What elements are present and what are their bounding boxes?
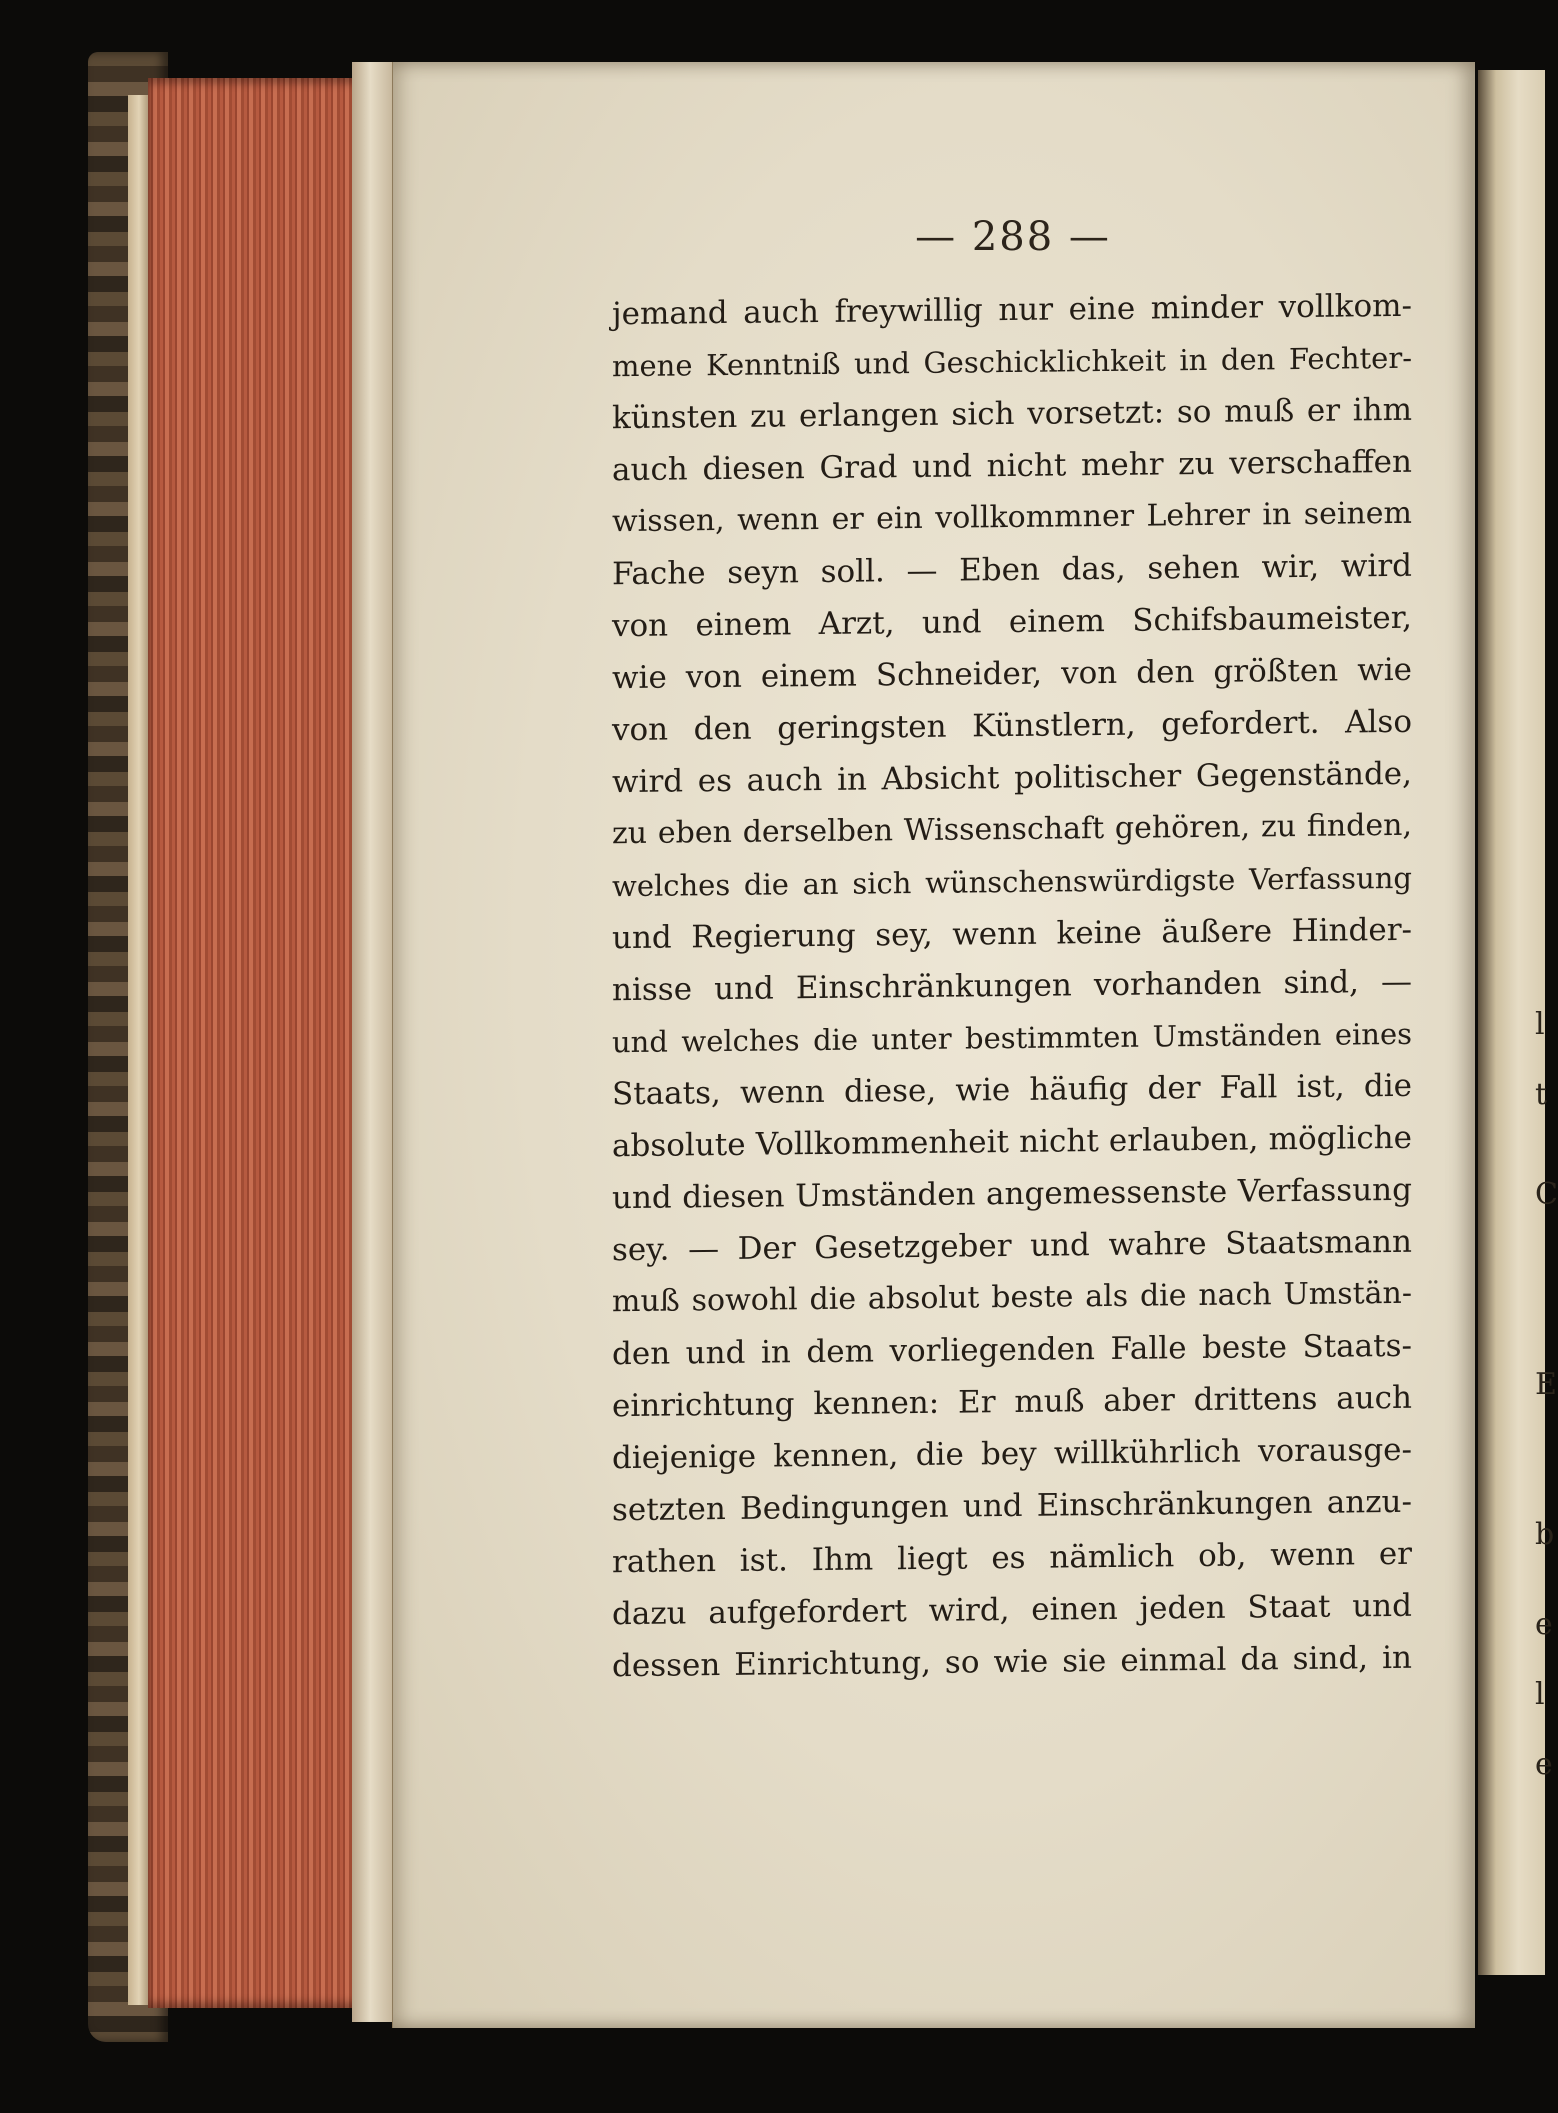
text-line: wie von einem Schneider, von den größten wie xyxy=(612,651,1412,697)
page-rule xyxy=(392,62,393,2028)
text-line: jemand auch freywillig nur eine minder vollkom- xyxy=(612,287,1412,333)
facing-page-mark: t xyxy=(1535,1077,1548,1112)
text-line: den und in dem vorliegenden Falle beste Staats- xyxy=(612,1327,1412,1373)
text-line: wird es auch in Absicht politischer Gegenstände, xyxy=(612,755,1412,801)
text-line: und Regierung sey, wenn keine äußere Hinder- xyxy=(612,911,1412,957)
text-line: dazu aufgefordert wird, einen jeden Staat und xyxy=(612,1587,1412,1633)
facing-page-mark: b xyxy=(1535,1517,1555,1552)
facing-page-mark: e xyxy=(1535,1607,1553,1642)
text-line: diejenige kennen, die bey willkührlich vorausge- xyxy=(612,1431,1412,1477)
text-line: von den geringsten Künstlern, gefordert. Also xyxy=(612,703,1412,749)
text-line: rathen ist. Ihm liegt es nämlich ob, wenn er xyxy=(612,1535,1412,1581)
text-line: einrichtung kennen: Er muß aber drittens auch xyxy=(612,1379,1412,1425)
facing-page-mark: l xyxy=(1535,1007,1545,1042)
facing-page-mark: e xyxy=(1535,1747,1553,1782)
cover-band xyxy=(128,95,150,2005)
text-line: auch diesen Grad und nicht mehr zu verschaffen xyxy=(612,443,1412,489)
page-number: — 288 — xyxy=(915,214,1111,260)
text-line: und diesen Umständen angemessenste Verfassung xyxy=(612,1171,1412,1217)
text-line: und welches die unter bestimmten Umständen eines xyxy=(612,1016,1412,1060)
text-line: wissen, wenn er ein vollkommner Lehrer in seinem xyxy=(612,495,1412,540)
page-edges xyxy=(148,78,380,2008)
text-line: dessen Einrichtung, so wie sie einmal da sind, in xyxy=(612,1639,1412,1685)
facing-page-mark: E xyxy=(1535,1367,1557,1402)
text-line: sey. — Der Gesetzgeber und wahre Staatsmann xyxy=(612,1223,1412,1269)
text-line: nisse und Einschränkungen vorhanden sind, — xyxy=(612,963,1412,1009)
text-line: von einem Arzt, und einem Schifsbaumeister, xyxy=(612,599,1412,645)
text-line: setzten Bedingungen und Einschränkungen anzu- xyxy=(612,1483,1412,1529)
text-line: welches die an sich wünschenswürdigste Verfassung xyxy=(612,860,1412,904)
facing-page-mark: C xyxy=(1535,1177,1558,1212)
text-line: Staats, wenn diese, wie häufig der Fall ist, die xyxy=(612,1067,1412,1113)
text-line: künsten zu erlangen sich vorsetzt: so muß er ihm xyxy=(612,391,1412,437)
text-line: absolute Vollkommenheit nicht erlauben, mögliche xyxy=(612,1119,1412,1165)
text-line: mene Kenntniß und Geschicklichkeit in den Fechter- xyxy=(612,340,1412,384)
page-text xyxy=(612,284,1412,1764)
text-line: zu eben derselben Wissenschaft gehören, zu finden, xyxy=(612,807,1412,852)
text-line: muß sowohl die absolut beste als die nach Umstän- xyxy=(612,1275,1412,1320)
facing-page-mark: l xyxy=(1535,1677,1545,1712)
text-line: Fache seyn soll. — Eben das, sehen wir, wird xyxy=(612,547,1412,593)
